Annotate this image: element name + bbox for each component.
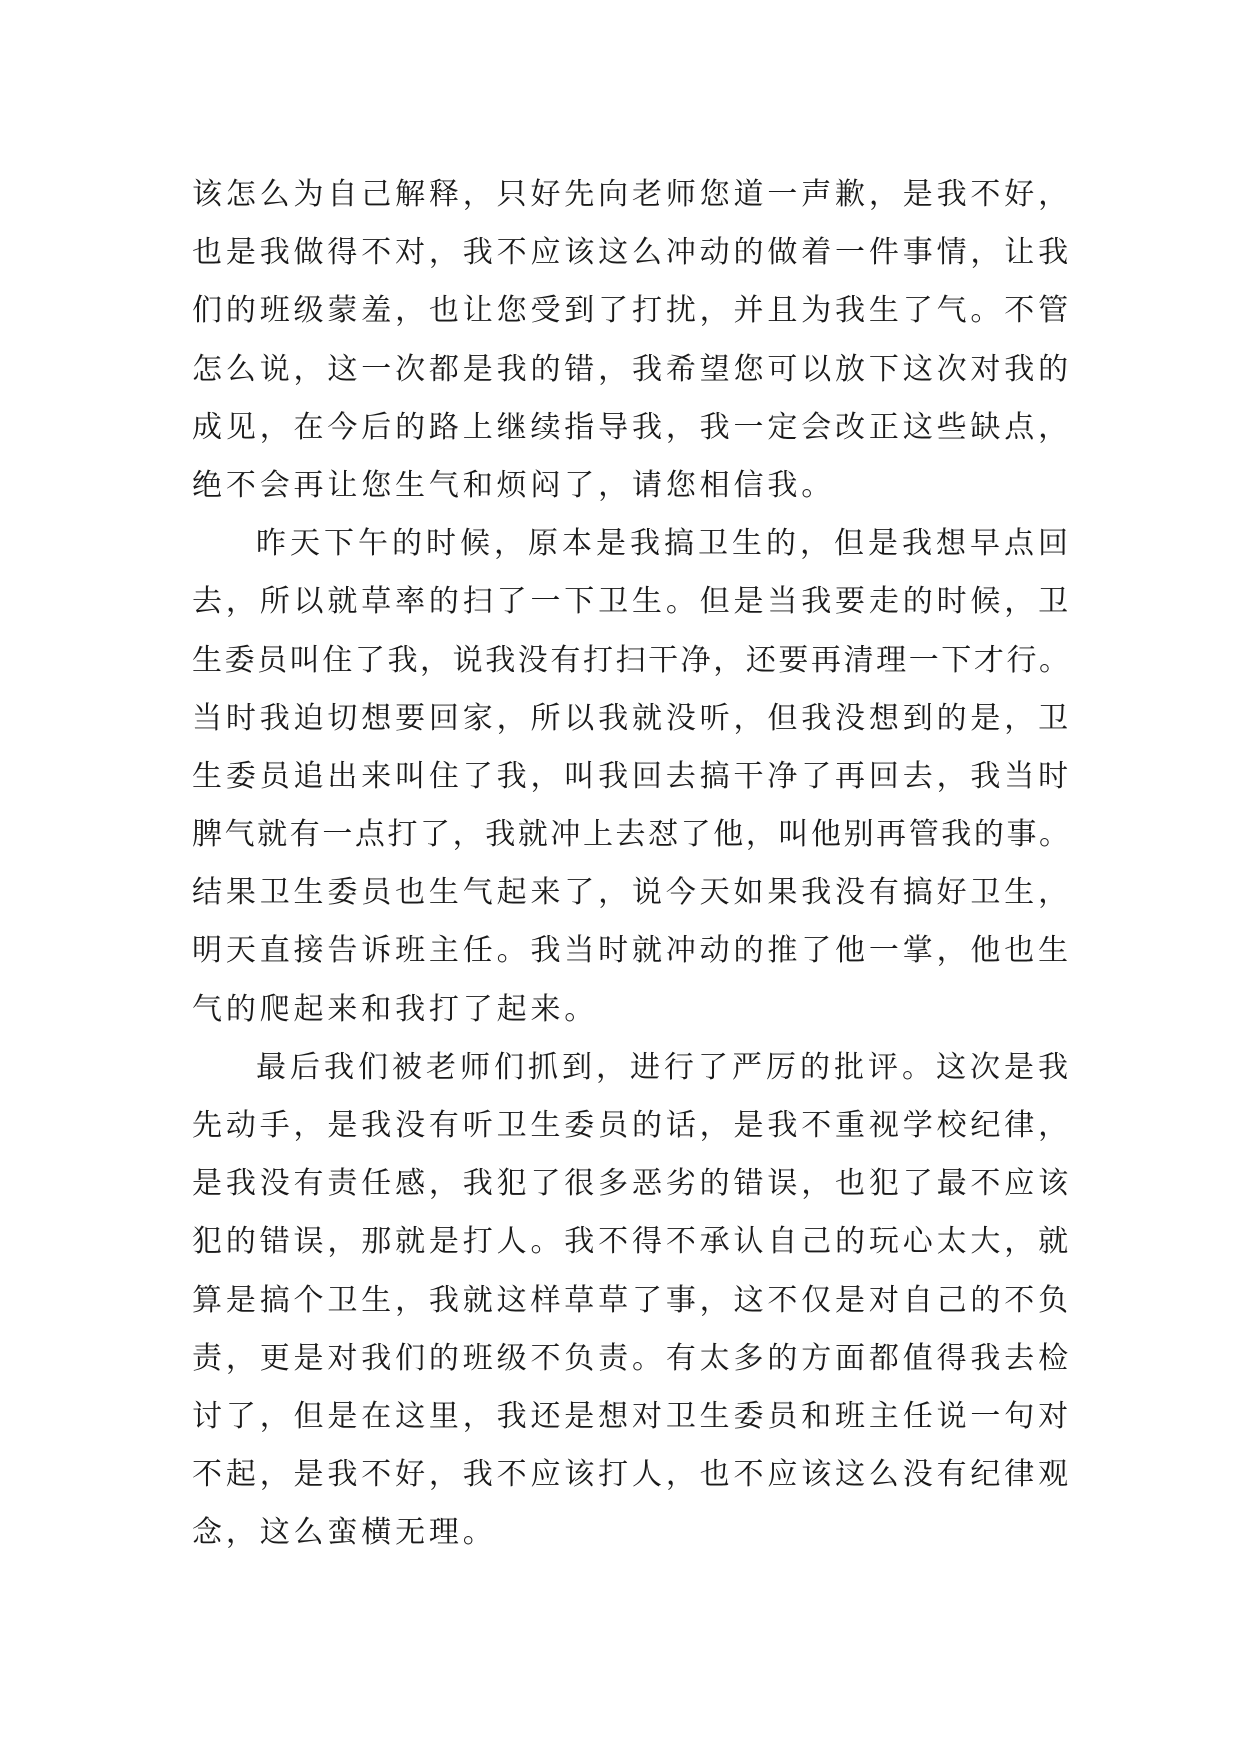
text-line: 气 的 爬 起 来 和 我 打 了 起 来 。: [192, 991, 595, 1027]
text-line: 去 ， 所 以 就 草 率 的 扫 了 一 下 卫 生 。 但 是 当 我 要 走 的 时 候 ， 卫: [192, 584, 1069, 620]
text-line: 算 是 搞 个 卫 生 ， 我 就 这 样 草 草 了 事 ， 这 不 仅 是 对 自 己 的 不 负: [192, 1282, 1069, 1318]
text-line: 也 是 我 做 得 不 对 ， 我 不 应 该 这 么 冲 动 的 做 着 一 件 事 情 ， 让 我: [192, 235, 1069, 271]
text-line: 脾气就有一点打了，我就冲上去怼了他，叫他别再管我的事。: [192, 817, 1070, 853]
text-line: 讨 了 ， 但 是 在 这 里 ， 我 还 是 想 对 卫 生 委 员 和 班 主 任 说 一 句 对: [192, 1398, 1069, 1434]
text-line: 成 见 ， 在 今 后 的 路 上 继 续 指 导 我 ， 我 一 定 会 改 正 这 些 缺 点 ，: [192, 409, 1069, 445]
text-line: 明 天 直 接 告 诉 班 主 任 。 我 当 时 就 冲 动 的 推 了 他 一 掌 ， 他 也 生: [192, 933, 1069, 969]
text-line: 生 委 员 追 出 来 叫 住 了 我 ， 叫 我 回 去 搞 干 净 了 再 回 去 ， 我 当 时: [192, 758, 1069, 794]
text-line: 结 果 卫 生 委 员 也 生 气 起 来 了 ， 说 今 天 如 果 我 没 有 搞 好 卫 生 ，: [192, 875, 1069, 911]
text-line: 生委员叫住了我，说我没有打扫干净，还要再清理一下才行。: [192, 642, 1070, 678]
text-line: 先 动 手 ， 是 我 没 有 听 卫 生 委 员 的 话 ， 是 我 不 重 视 学 校 纪 律 ，: [192, 1108, 1069, 1143]
text-line: 念 ， 这 么 蛮 横 无 理 。: [192, 1515, 493, 1551]
text-line: 们 的 班 级 蒙 羞 ， 也 让 您 受 到 了 打 扰 ， 并 且 为 我 生 了 气 。 不 管: [192, 293, 1069, 329]
text-line: 当 时 我 迫 切 想 要 回 家 ， 所 以 我 就 没 听 ， 但 我 没 想 到 的 是 ， 卫: [192, 700, 1069, 736]
text-line: 不 起 ， 是 我 不 好 ， 我 不 应 该 打 人 ， 也 不 应 该 这 么 没 有 纪 律 观: [192, 1457, 1069, 1493]
text-line: 责 ， 更 是 对 我 们 的 班 级 不 负 责 。 有 太 多 的 方 面 都 值 得 我 去 检: [192, 1340, 1069, 1376]
paragraph-first-line: 最 后 我 们 被 老 师 们 抓 到 ， 进 行 了 严 厉 的 批 评 。 这 次 是 我: [256, 1049, 1068, 1085]
text-line: 该 怎 么 为 自 己 解 释 ， 只 好 先 向 老 师 您 道 一 声 歉 ， 是 我 不 好 ，: [192, 177, 1069, 212]
document-body: [192, 166, 1072, 1563]
paragraph-first-line: 昨 天 下 午 的 时 候 ， 原 本 是 我 搞 卫 生 的 ， 但 是 我 想 早 点 回: [256, 526, 1068, 562]
text-line: 绝 不 会 再 让 您 生 气 和 烦 闷 了 ， 请 您 相 信 我 。: [192, 467, 832, 503]
text-line: 是 我 没 有 责 任 感 ， 我 犯 了 很 多 恶 劣 的 错 误 ， 也 犯 了 最 不 应 该: [192, 1166, 1069, 1202]
text-line: 怎 么 说 ， 这 一 次 都 是 我 的 错 ， 我 希 望 您 可 以 放 下 这 次 对 我 的: [192, 351, 1069, 387]
text-line: 犯 的 错 误 ， 那 就 是 打 人 。 我 不 得 不 承 认 自 己 的 玩 心 太 大 ， 就: [192, 1224, 1069, 1260]
